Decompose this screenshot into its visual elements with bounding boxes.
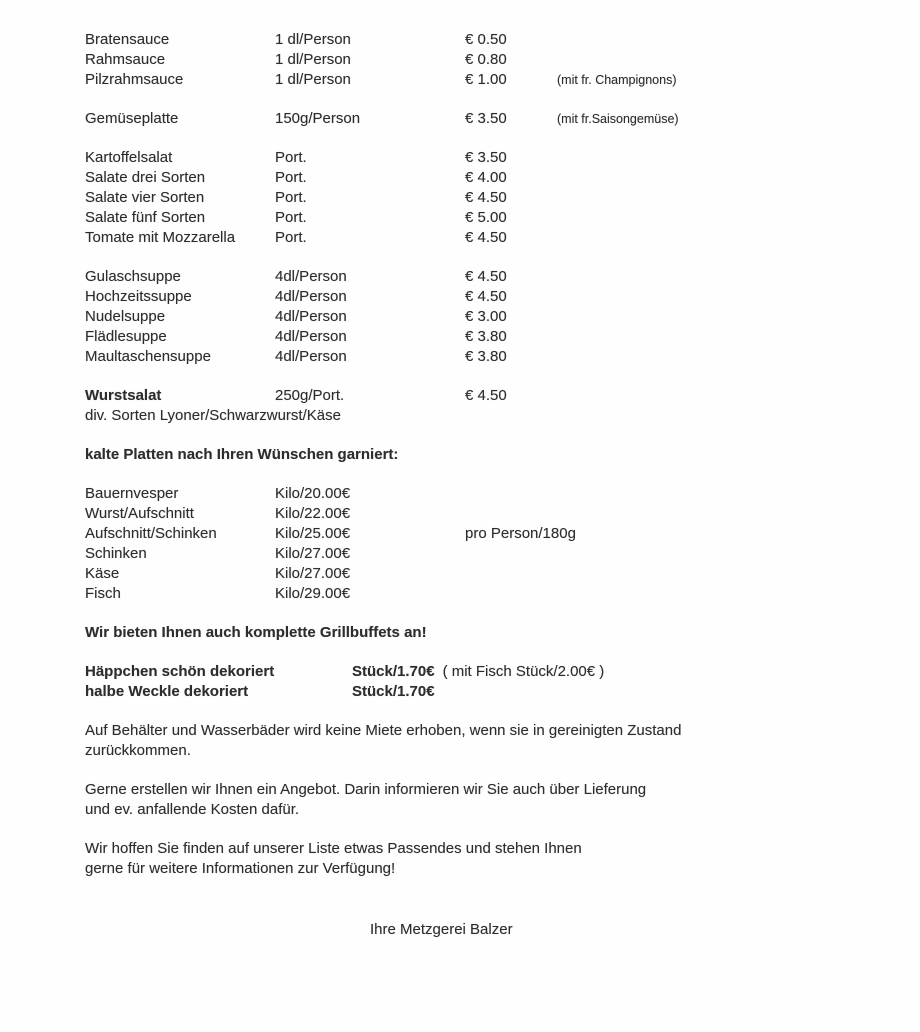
deposit-paragraph <box>85 721 880 761</box>
price-row <box>85 327 880 347</box>
item-price: € 4.50 <box>465 189 507 206</box>
item-portion: 250g/Port. <box>275 387 345 404</box>
item-note: (mit fr.Saisongemüse) <box>557 112 679 126</box>
item-price: € 4.50 <box>465 387 507 404</box>
paragraph-line: gerne für weitere Informationen zur Verfügung! <box>85 860 396 877</box>
offer-paragraph <box>85 780 880 820</box>
item-name: Tomate mit Mozzarella <box>85 229 236 246</box>
wurstsalat-subline <box>85 406 880 426</box>
item-price: € 5.00 <box>465 209 507 226</box>
price-row <box>85 524 880 544</box>
item-price-per-kilo: Kilo/27.00€ <box>275 545 351 562</box>
item-price: Stück/1.70€ <box>352 683 435 700</box>
item-portion: Port. <box>275 189 307 206</box>
item-portion: 150g/Person <box>275 110 361 127</box>
item-price: € 3.50 <box>465 110 507 127</box>
closing-paragraph <box>85 839 880 879</box>
item-note: ( mit Fisch Stück/2.00€ ) <box>442 663 605 680</box>
section-heading: Wir bieten Ihnen auch komplette Grillbuffets an! <box>85 624 427 641</box>
item-price: € 4.00 <box>465 169 507 186</box>
price-row <box>85 228 880 248</box>
item-price-per-kilo: Kilo/20.00€ <box>275 485 351 502</box>
price-row <box>85 682 880 702</box>
item-note: (mit fr. Champignons) <box>557 73 677 87</box>
item-portion: Port. <box>275 229 307 246</box>
price-row <box>85 584 880 604</box>
price-row <box>85 564 880 584</box>
price-row <box>85 386 880 406</box>
price-row <box>85 208 880 228</box>
item-portion: 4dl/Person <box>275 288 347 305</box>
price-row <box>85 287 880 307</box>
item-name: Gemüseplatte <box>85 110 179 127</box>
price-row <box>85 168 880 188</box>
item-name: Pilzrahmsauce <box>85 71 184 88</box>
price-row <box>85 188 880 208</box>
item-price: € 0.50 <box>465 31 507 48</box>
item-portion: Port. <box>275 149 307 166</box>
price-row <box>85 267 880 287</box>
item-price-per-kilo: Kilo/29.00€ <box>275 585 351 602</box>
item-name: Flädlesuppe <box>85 328 167 345</box>
item-name: halbe Weckle dekoriert <box>85 683 249 700</box>
price-row <box>85 662 880 682</box>
price-row <box>85 70 880 90</box>
vegetables-section <box>85 109 880 129</box>
section-heading: kalte Platten nach Ihren Wünschen garniert: <box>85 446 399 463</box>
item-portion: 4dl/Person <box>275 268 347 285</box>
cold-platters-heading <box>85 445 880 465</box>
item-portion: 4dl/Person <box>275 348 347 365</box>
cold-platters-section <box>85 484 880 604</box>
item-name: Salate drei Sorten <box>85 169 206 186</box>
item-note: pro Person/180g <box>465 525 576 542</box>
soups-section <box>85 267 880 367</box>
item-name: Maultaschensuppe <box>85 348 211 365</box>
wurstsalat-section <box>85 386 880 426</box>
item-name: Gulaschsuppe <box>85 268 181 285</box>
signature: Ihre Metzgerei Balzer <box>370 921 513 938</box>
item-name: Rahmsauce <box>85 51 166 68</box>
price-row <box>85 109 880 129</box>
item-name: Wurst/Aufschnitt <box>85 505 194 522</box>
price-row <box>85 544 880 564</box>
item-name: Salate fünf Sorten <box>85 209 206 226</box>
paragraph-line: zurückkommen. <box>85 742 191 759</box>
item-price: € 1.00 <box>465 71 507 88</box>
price-row <box>85 30 880 50</box>
paragraph-line: Gerne erstellen wir Ihnen ein Angebot. Darin informieren wir Sie auch über Lieferung <box>85 781 647 798</box>
item-name: Aufschnitt/Schinken <box>85 525 217 542</box>
price-row <box>85 148 880 168</box>
grill-buffet-heading <box>85 623 880 643</box>
item-name: Schinken <box>85 545 147 562</box>
price-row <box>85 504 880 524</box>
item-name: Bratensauce <box>85 31 170 48</box>
item-name: Häppchen schön dekoriert <box>85 663 275 680</box>
item-portion: 4dl/Person <box>275 328 347 345</box>
canapes-section <box>85 662 880 702</box>
salads-section <box>85 148 880 248</box>
item-name: Bauernvesper <box>85 485 179 502</box>
item-price-per-kilo: Kilo/22.00€ <box>275 505 351 522</box>
paragraph-line: Wir hoffen Sie finden auf unserer Liste etwas Passendes und stehen Ihnen <box>85 840 582 857</box>
item-price: € 3.80 <box>465 348 507 365</box>
item-name: Kartoffelsalat <box>85 149 173 166</box>
item-name: Käse <box>85 565 120 582</box>
item-price: € 3.00 <box>465 308 507 325</box>
item-price: € 4.50 <box>465 229 507 246</box>
item-price: € 3.80 <box>465 328 507 345</box>
item-name: Fisch <box>85 585 121 602</box>
paragraph-line: Auf Behälter und Wasserbäder wird keine Miete erhoben, wenn sie in gereinigten Zustand <box>85 722 682 739</box>
item-price-per-kilo: Kilo/27.00€ <box>275 565 351 582</box>
price-row <box>85 50 880 70</box>
item-portion: 1 dl/Person <box>275 51 351 68</box>
item-price: € 4.50 <box>465 268 507 285</box>
paragraph-line: und ev. anfallende Kosten dafür. <box>85 801 300 818</box>
item-price: € 0.80 <box>465 51 507 68</box>
item-price: € 3.50 <box>465 149 507 166</box>
price-row <box>85 307 880 327</box>
item-name: Wurstsalat <box>85 387 162 404</box>
item-name: Salate vier Sorten <box>85 189 205 206</box>
item-description: div. Sorten Lyoner/Schwarzwurst/Käse <box>85 407 341 424</box>
item-portion: Port. <box>275 209 307 226</box>
item-price: Stück/1.70€ <box>352 663 435 680</box>
item-name: Hochzeitssuppe <box>85 288 192 305</box>
item-price-per-kilo: Kilo/25.00€ <box>275 525 351 542</box>
item-portion: 4dl/Person <box>275 308 347 325</box>
item-portion: 1 dl/Person <box>275 31 351 48</box>
item-price: € 4.50 <box>465 288 507 305</box>
item-portion: Port. <box>275 169 307 186</box>
price-row <box>85 347 880 367</box>
price-row <box>85 484 880 504</box>
item-portion: 1 dl/Person <box>275 71 351 88</box>
sauces-section <box>85 30 880 90</box>
item-name: Nudelsuppe <box>85 308 166 325</box>
